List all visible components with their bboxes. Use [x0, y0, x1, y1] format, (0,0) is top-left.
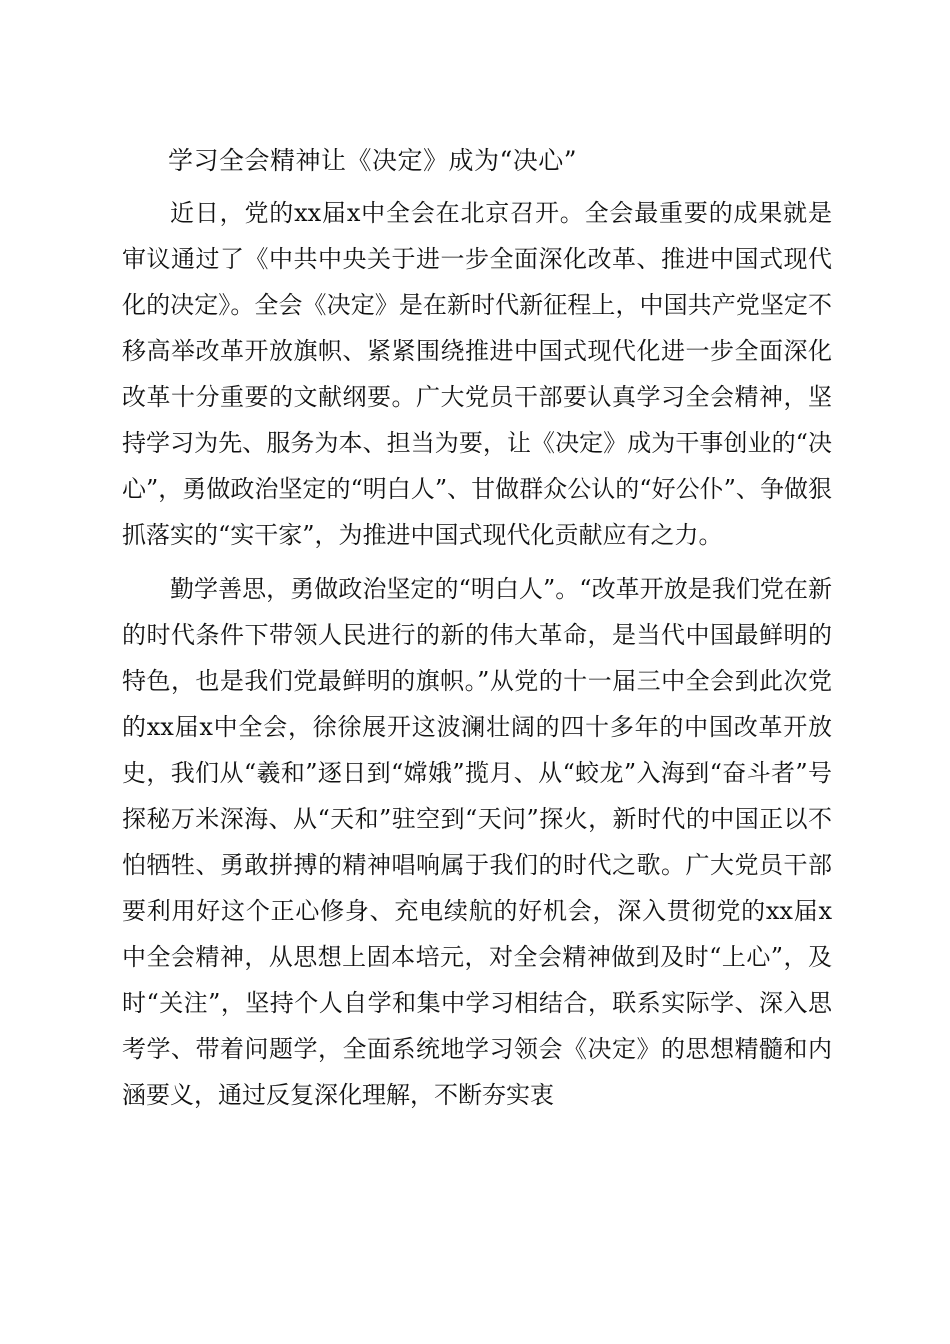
document-body — [122, 190, 832, 1118]
document-title: 学习全会精神让《决定》成为“决心” — [168, 146, 578, 175]
paragraph-intro: 近日，党的xx届x中全会在北京召开。全会最重要的成果就是审议通过了《中共中央关于进一步全面深化改革、推进中国式现代化的决定》。全会《决定》是在新时代新征程上，中国共产党坚定不移高举改革开放旗帜、紧紧围绕推进中国式现代化进一步全面深化改革十分重要的文献纲要。广大党员干部要认真学习全会精神，坚持学习为先、服务为本、担当为要，让《决定》成为干事创业的“决心”，勇做政治坚定的“明白人”、甘做群众公认的“好公仆”、争做狠抓落实的“实干家”，为推进中国式现代化贡献应有之力。 — [122, 199, 832, 549]
paragraph-study: 勤学善思，勇做政治坚定的“明白人”。“改革开放是我们党在新的时代条件下带领人民进行的新的伟大革命，是当代中国最鲜明的特色，也是我们党最鲜明的旗帜。”从党的十一届三中全会到此次党的xx届x中全会，徐徐展开这波澜壮阔的四十多年的中国改革开放史，我们从“羲和”逐日到“嫦娥”揽月、从“蛟龙”入海到“奋斗者”号探秘万米深海、从“天和”驻空到“天问”探火，新时代的中国正以不怕牺牲、勇敢拼搏的精神唱响属于我们的时代之歌。广大党员干部要利用好这个正心修身、充电续航的好机会，深入贯彻党的xx届x中全会精神，从思想上固本培元，对全会精神做到及时“上心”，及时“关注”，坚持个人自学和集中学习相结合，联系实际学、深入思考学、带着问题学，全面系统地学习领会《决定》的思想精髓和内涵要义，通过反复深化理解，不断夯实衷 — [122, 575, 832, 1109]
